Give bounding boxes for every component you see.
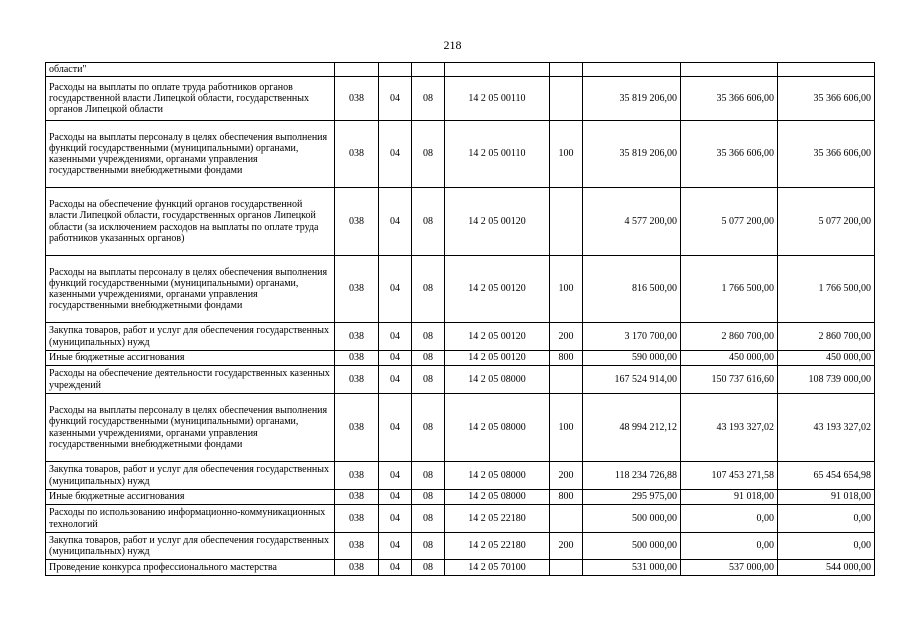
expense-type-code <box>550 560 583 576</box>
ministry-code: 038 <box>335 533 379 560</box>
amount-year-2 <box>681 63 778 77</box>
table-row <box>46 490 875 505</box>
target-article-code: 14 2 05 22180 <box>445 505 550 533</box>
section-code: 04 <box>379 462 412 490</box>
amount-year-1: 3 170 700,00 <box>583 323 681 351</box>
section-code <box>379 63 412 77</box>
ministry-code: 038 <box>335 121 379 188</box>
row-name: Расходы на выплаты персоналу в целях обеспечения выполнения функций государственными (муниципальными) органами, казенными учреждениями, органами управления государственными внебюджетными фондами <box>46 394 335 462</box>
amount-year-2: 2 860 700,00 <box>681 323 778 351</box>
target-article-code: 14 2 05 00120 <box>445 256 550 323</box>
amount-year-2: 537 000,00 <box>681 560 778 576</box>
target-article-code: 14 2 05 22180 <box>445 533 550 560</box>
amount-year-1: 4 577 200,00 <box>583 188 681 256</box>
row-name: Закупка товаров, работ и услуг для обеспечения государственных (муниципальных) нужд <box>46 462 335 490</box>
subsection-code: 08 <box>412 394 445 462</box>
amount-year-3: 65 454 654,98 <box>778 462 875 490</box>
subsection-code <box>412 63 445 77</box>
section-code: 04 <box>379 77 412 121</box>
subsection-code: 08 <box>412 490 445 505</box>
row-name: Расходы на обеспечение функций органов государственной власти Липецкой области, государственных органов Липецкой области (за исключением расходов на выплаты по оплате труда работников указанных органов) <box>46 188 335 256</box>
amount-year-1: 35 819 206,00 <box>583 77 681 121</box>
table-row <box>46 63 875 77</box>
ministry-code: 038 <box>335 256 379 323</box>
section-code: 04 <box>379 394 412 462</box>
amount-year-2: 35 366 606,00 <box>681 121 778 188</box>
target-article-code: 14 2 05 00110 <box>445 77 550 121</box>
target-article-code: 14 2 05 70100 <box>445 560 550 576</box>
table-row <box>46 462 875 490</box>
ministry-code: 038 <box>335 560 379 576</box>
ministry-code: 038 <box>335 462 379 490</box>
amount-year-3: 91 018,00 <box>778 490 875 505</box>
amount-year-2: 1 766 500,00 <box>681 256 778 323</box>
row-name: Проведение конкурса профессионального мастерства <box>46 560 335 576</box>
amount-year-2: 107 453 271,58 <box>681 462 778 490</box>
row-name: Расходы на выплаты персоналу в целях обеспечения выполнения функций государственными (муниципальными) органами, казенными учреждениями, органами управления государственными внебюджетными фондами <box>46 121 335 188</box>
amount-year-2: 35 366 606,00 <box>681 77 778 121</box>
table-row <box>46 533 875 560</box>
subsection-code: 08 <box>412 121 445 188</box>
amount-year-2: 43 193 327,02 <box>681 394 778 462</box>
amount-year-3 <box>778 63 875 77</box>
amount-year-1 <box>583 63 681 77</box>
subsection-code: 08 <box>412 77 445 121</box>
amount-year-1: 590 000,00 <box>583 351 681 366</box>
amount-year-3: 35 366 606,00 <box>778 121 875 188</box>
table-row <box>46 351 875 366</box>
section-code: 04 <box>379 505 412 533</box>
subsection-code: 08 <box>412 366 445 394</box>
expense-type-code: 200 <box>550 533 583 560</box>
expense-type-code: 100 <box>550 256 583 323</box>
section-code: 04 <box>379 121 412 188</box>
amount-year-3: 43 193 327,02 <box>778 394 875 462</box>
section-code: 04 <box>379 366 412 394</box>
amount-year-2: 150 737 616,60 <box>681 366 778 394</box>
amount-year-3: 544 000,00 <box>778 560 875 576</box>
table-row <box>46 505 875 533</box>
expense-type-code: 800 <box>550 490 583 505</box>
expense-type-code <box>550 505 583 533</box>
section-code: 04 <box>379 533 412 560</box>
ministry-code: 038 <box>335 505 379 533</box>
row-name: Закупка товаров, работ и услуг для обеспечения государственных (муниципальных) нужд <box>46 533 335 560</box>
expense-type-code: 100 <box>550 394 583 462</box>
table-row <box>46 323 875 351</box>
target-article-code: 14 2 05 00120 <box>445 323 550 351</box>
expense-type-code <box>550 366 583 394</box>
section-code: 04 <box>379 188 412 256</box>
amount-year-2: 5 077 200,00 <box>681 188 778 256</box>
row-name: Расходы на выплаты персоналу в целях обеспечения выполнения функций государственными (муниципальными) органами, казенными учреждениями, органами управления государственными внебюджетными фондами <box>46 256 335 323</box>
target-article-code <box>445 63 550 77</box>
table-row <box>46 188 875 256</box>
amount-year-3: 35 366 606,00 <box>778 77 875 121</box>
amount-year-1: 816 500,00 <box>583 256 681 323</box>
amount-year-3: 0,00 <box>778 505 875 533</box>
subsection-code: 08 <box>412 560 445 576</box>
target-article-code: 14 2 05 08000 <box>445 394 550 462</box>
row-name: Закупка товаров, работ и услуг для обеспечения государственных (муниципальных) нужд <box>46 323 335 351</box>
table-row <box>46 121 875 188</box>
table-row <box>46 560 875 576</box>
amount-year-3: 0,00 <box>778 533 875 560</box>
ministry-code: 038 <box>335 490 379 505</box>
row-name: Расходы по использованию информационно-коммуникационных технологий <box>46 505 335 533</box>
amount-year-1: 531 000,00 <box>583 560 681 576</box>
subsection-code: 08 <box>412 323 445 351</box>
ministry-code: 038 <box>335 366 379 394</box>
table-row <box>46 394 875 462</box>
amount-year-1: 167 524 914,00 <box>583 366 681 394</box>
expense-type-code <box>550 63 583 77</box>
ministry-code: 038 <box>335 77 379 121</box>
row-name: области" <box>46 63 335 77</box>
expense-type-code <box>550 188 583 256</box>
table-row <box>46 77 875 121</box>
amount-year-3: 5 077 200,00 <box>778 188 875 256</box>
amount-year-1: 500 000,00 <box>583 505 681 533</box>
amount-year-1: 35 819 206,00 <box>583 121 681 188</box>
amount-year-3: 2 860 700,00 <box>778 323 875 351</box>
section-code: 04 <box>379 490 412 505</box>
target-article-code: 14 2 05 00120 <box>445 188 550 256</box>
amount-year-1: 48 994 212,12 <box>583 394 681 462</box>
target-article-code: 14 2 05 08000 <box>445 462 550 490</box>
expense-type-code: 800 <box>550 351 583 366</box>
section-code: 04 <box>379 256 412 323</box>
amount-year-1: 500 000,00 <box>583 533 681 560</box>
row-name: Расходы на обеспечение деятельности государственных казенных учреждений <box>46 366 335 394</box>
subsection-code: 08 <box>412 462 445 490</box>
table-row <box>46 256 875 323</box>
table-row <box>46 366 875 394</box>
subsection-code: 08 <box>412 256 445 323</box>
subsection-code: 08 <box>412 351 445 366</box>
expense-type-code: 100 <box>550 121 583 188</box>
ministry-code: 038 <box>335 394 379 462</box>
expense-type-code: 200 <box>550 462 583 490</box>
section-code: 04 <box>379 560 412 576</box>
budget-table <box>45 62 875 576</box>
amount-year-1: 118 234 726,88 <box>583 462 681 490</box>
target-article-code: 14 2 05 08000 <box>445 366 550 394</box>
section-code: 04 <box>379 323 412 351</box>
amount-year-2: 0,00 <box>681 505 778 533</box>
row-name: Иные бюджетные ассигнования <box>46 490 335 505</box>
expense-type-code: 200 <box>550 323 583 351</box>
subsection-code: 08 <box>412 505 445 533</box>
row-name: Иные бюджетные ассигнования <box>46 351 335 366</box>
amount-year-3: 450 000,00 <box>778 351 875 366</box>
ministry-code: 038 <box>335 323 379 351</box>
row-name: Расходы на выплаты по оплате труда работников органов государственной власти Липецкой области, государственных органов Липецкой области <box>46 77 335 121</box>
amount-year-2: 91 018,00 <box>681 490 778 505</box>
page-number: 218 <box>443 38 462 52</box>
amount-year-2: 0,00 <box>681 533 778 560</box>
ministry-code <box>335 63 379 77</box>
target-article-code: 14 2 05 08000 <box>445 490 550 505</box>
amount-year-3: 1 766 500,00 <box>778 256 875 323</box>
target-article-code: 14 2 05 00120 <box>445 351 550 366</box>
ministry-code: 038 <box>335 351 379 366</box>
ministry-code: 038 <box>335 188 379 256</box>
amount-year-3: 108 739 000,00 <box>778 366 875 394</box>
section-code: 04 <box>379 351 412 366</box>
target-article-code: 14 2 05 00110 <box>445 121 550 188</box>
amount-year-1: 295 975,00 <box>583 490 681 505</box>
subsection-code: 08 <box>412 188 445 256</box>
subsection-code: 08 <box>412 533 445 560</box>
amount-year-2: 450 000,00 <box>681 351 778 366</box>
expense-type-code <box>550 77 583 121</box>
